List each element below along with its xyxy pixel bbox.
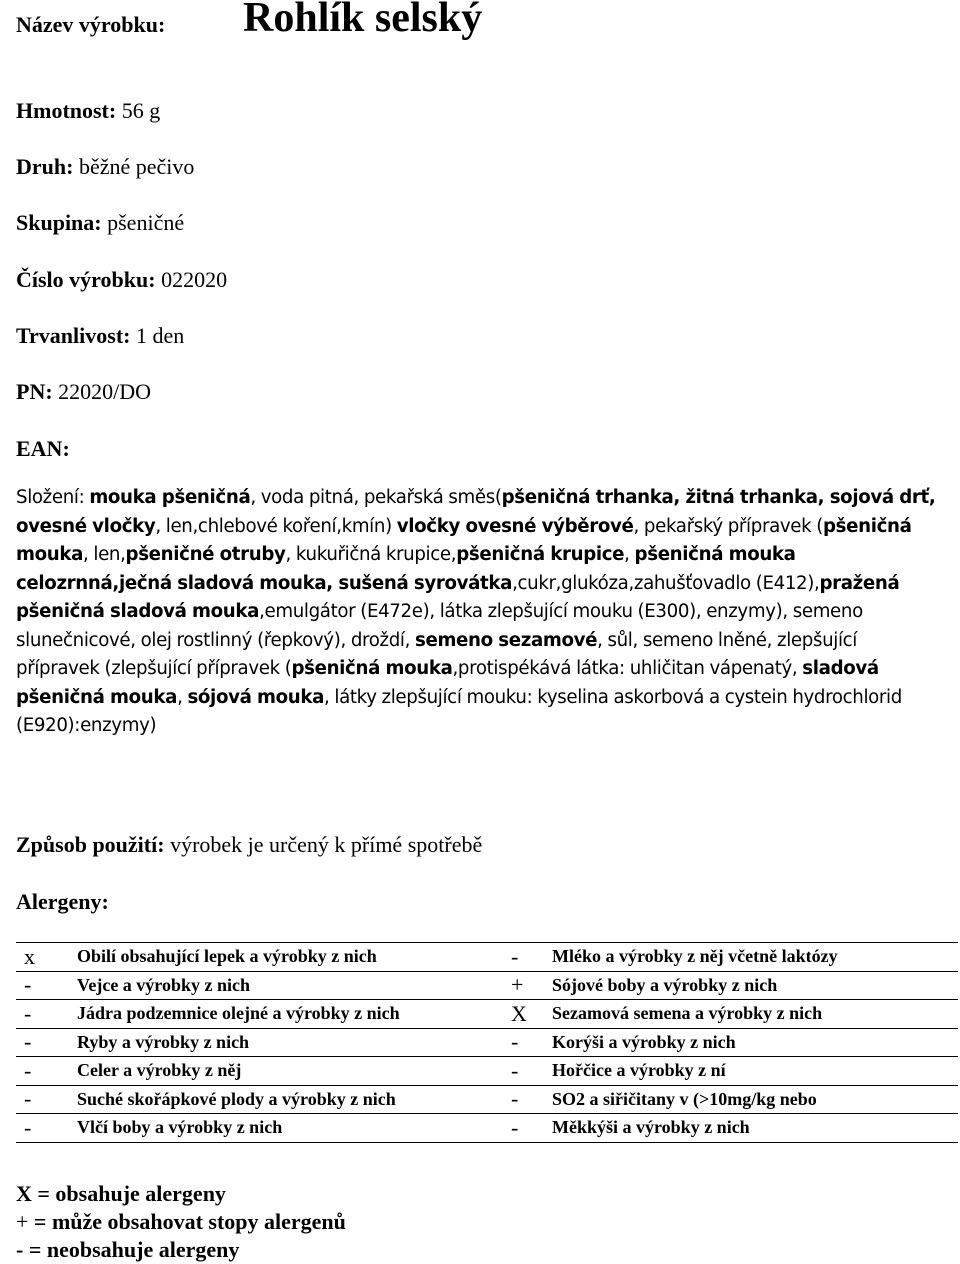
type-label: Druh: [16,154,74,179]
product-number-value: 022020 [155,267,228,292]
allergen-name: Korýši a výrobky z nich [544,1028,958,1057]
ean-label: EAN: [16,436,70,461]
composition-part: , [177,686,188,708]
shelf-life-label: Trvanlivost: [16,323,131,348]
allergen-mark: - [500,1085,544,1114]
composition-part: , látky zlepšující mouku: kyselina askorbová a cystein hydrochlorid (E920):enzymy) [16,686,902,736]
allergen-mark: - [16,971,71,1000]
allergen-table [16,942,958,1143]
table-row [16,1057,958,1086]
allergen-mark: - [16,1114,71,1143]
allergen-mark: - [500,943,544,972]
allergen-name: Ryby a výrobky z nich [71,1028,500,1057]
allergen-name: SO2 a siřičitany v (>10mg/kg nebo [544,1085,958,1114]
usage-label: Způsob použití: [16,832,165,857]
composition-part: ,cukr,glukóza,zahušťovadlo (E412), [512,572,820,594]
product-number-label: Číslo výrobku: [16,267,156,292]
allergen-mark: - [16,1057,71,1086]
pn-value: 22020/DO [52,379,152,404]
allergen-name: Obilí obsahující lepek a výrobky z nich [71,943,500,972]
composition-part-bold: sladová pšeničná mouka [16,658,879,708]
usage-line [16,831,482,859]
allergen-name: Hořčice a výrobky z ní [544,1057,958,1086]
composition-part-bold: pražená pšeničná sladová mouka [16,572,900,622]
table-row [16,943,958,972]
composition-part-bold: pšeničná mouka celozrnná,ječná sladová mouka, sušená syrovátka [16,544,796,594]
allergen-name: Měkkýši a výrobky z nich [544,1114,958,1143]
weight-label: Hmotnost: [16,98,117,123]
product-name-label: Název výrobku: [16,12,166,37]
allergen-mark: - [500,1114,544,1143]
allergen-name: Mléko a výrobky z něj včetně laktózy [544,943,958,972]
composition-part-bold: vločky ovesné výběrové [396,515,634,537]
allergen-name: Suché skořápkové plody a výrobky z nich [71,1085,500,1114]
legend-symbol: X [16,1181,32,1206]
shelf-life-line [16,322,184,350]
legend-contains [16,1180,226,1208]
product-number-line [16,266,227,294]
allergen-name: Sójové boby a výrobky z nich [544,971,958,1000]
legend-not-contains [16,1236,239,1264]
pn-line [16,378,151,406]
group-value: pšeničné [101,210,185,235]
table-row [16,1028,958,1057]
ean-line [16,435,70,463]
composition-part: , voda pitná, pekařská směs( [250,487,502,508]
composition-part: ,protispékává látka: uhličitan vápenatý, [452,658,803,679]
allergen-name: Vlčí boby a výrobky z nich [71,1114,500,1143]
weight-line [16,97,160,125]
composition-part-bold: pšeničná krupice [456,544,625,565]
allergen-name: Vejce a výrobky z nich [71,971,500,1000]
composition-part: , pekařský přípravek ( [633,515,823,537]
table-row [16,1114,958,1143]
usage-value: výrobek je určený k přímé spotřebě [164,832,483,857]
composition-part: , [624,544,635,565]
composition-part-bold: pšeničná mouka [16,515,912,565]
allergen-name: Sezamová semena a výrobky z nich [544,1000,958,1029]
weight-value: 56 g [116,98,161,123]
composition-part: ,emulgátor (E472e), látka zlepšující mouku (E300), enzymy), semeno slunečnicové, olej rostlinný (řepkový), droždí, [16,601,863,651]
legend-symbol: - [16,1237,24,1262]
composition-part: , sůl, semeno lněné, zlepšující přípravek (zlepšující přípravek ( [16,629,858,679]
composition-part-bold: pšeničná mouka [291,658,453,679]
legend-symbol: + [16,1209,29,1234]
composition-text [16,484,936,741]
legend-may-contain [16,1208,346,1236]
product-name: Rohlík selský [243,0,483,41]
allergen-mark: - [16,1085,71,1114]
allergen-mark: X [500,1000,544,1029]
legend-text: = může obsahovat stopy alergenů [28,1209,346,1234]
composition-part: , kukuřičná krupice, [285,544,457,565]
allergen-mark: x [16,943,71,972]
composition-part-bold: semeno sezamové [414,629,598,651]
group-label: Skupina: [16,210,102,235]
composition-part-bold: mouka pšeničná [89,487,251,508]
table-row [16,1085,958,1114]
legend-text: = neobsahuje alergeny [23,1237,240,1262]
allergen-name: Jádra podzemnice olejné a výrobky z nich [71,1000,500,1029]
allergen-mark: - [500,1057,544,1086]
shelf-life-value: 1 den [130,323,185,348]
composition-part: Složení: [16,487,90,508]
allergen-mark: - [500,1028,544,1057]
table-row [16,971,958,1000]
group-line [16,209,184,237]
allergens-heading: Alergeny: [16,889,109,914]
table-row [16,1000,958,1029]
pn-label: PN: [16,379,53,404]
composition-part-bold: sójová mouka [187,686,325,708]
composition-part: , len, [83,544,126,565]
allergen-mark: - [16,1028,71,1057]
type-value: běžné pečivo [73,154,195,179]
composition-part: , len,chlebové koření,kmín) [155,515,397,537]
composition-part-bold: pšeničné otruby [125,544,286,565]
allergen-name: Celer a výrobky z něj [71,1057,500,1086]
legend-text: = obsahuje alergeny [31,1181,226,1206]
type-line [16,153,194,181]
allergen-mark: + [500,971,544,1000]
allergen-mark: - [16,1000,71,1029]
composition-part-bold: pšeničná trhanka, žitná trhanka, sojová drť, ovesné vločky [16,487,936,537]
